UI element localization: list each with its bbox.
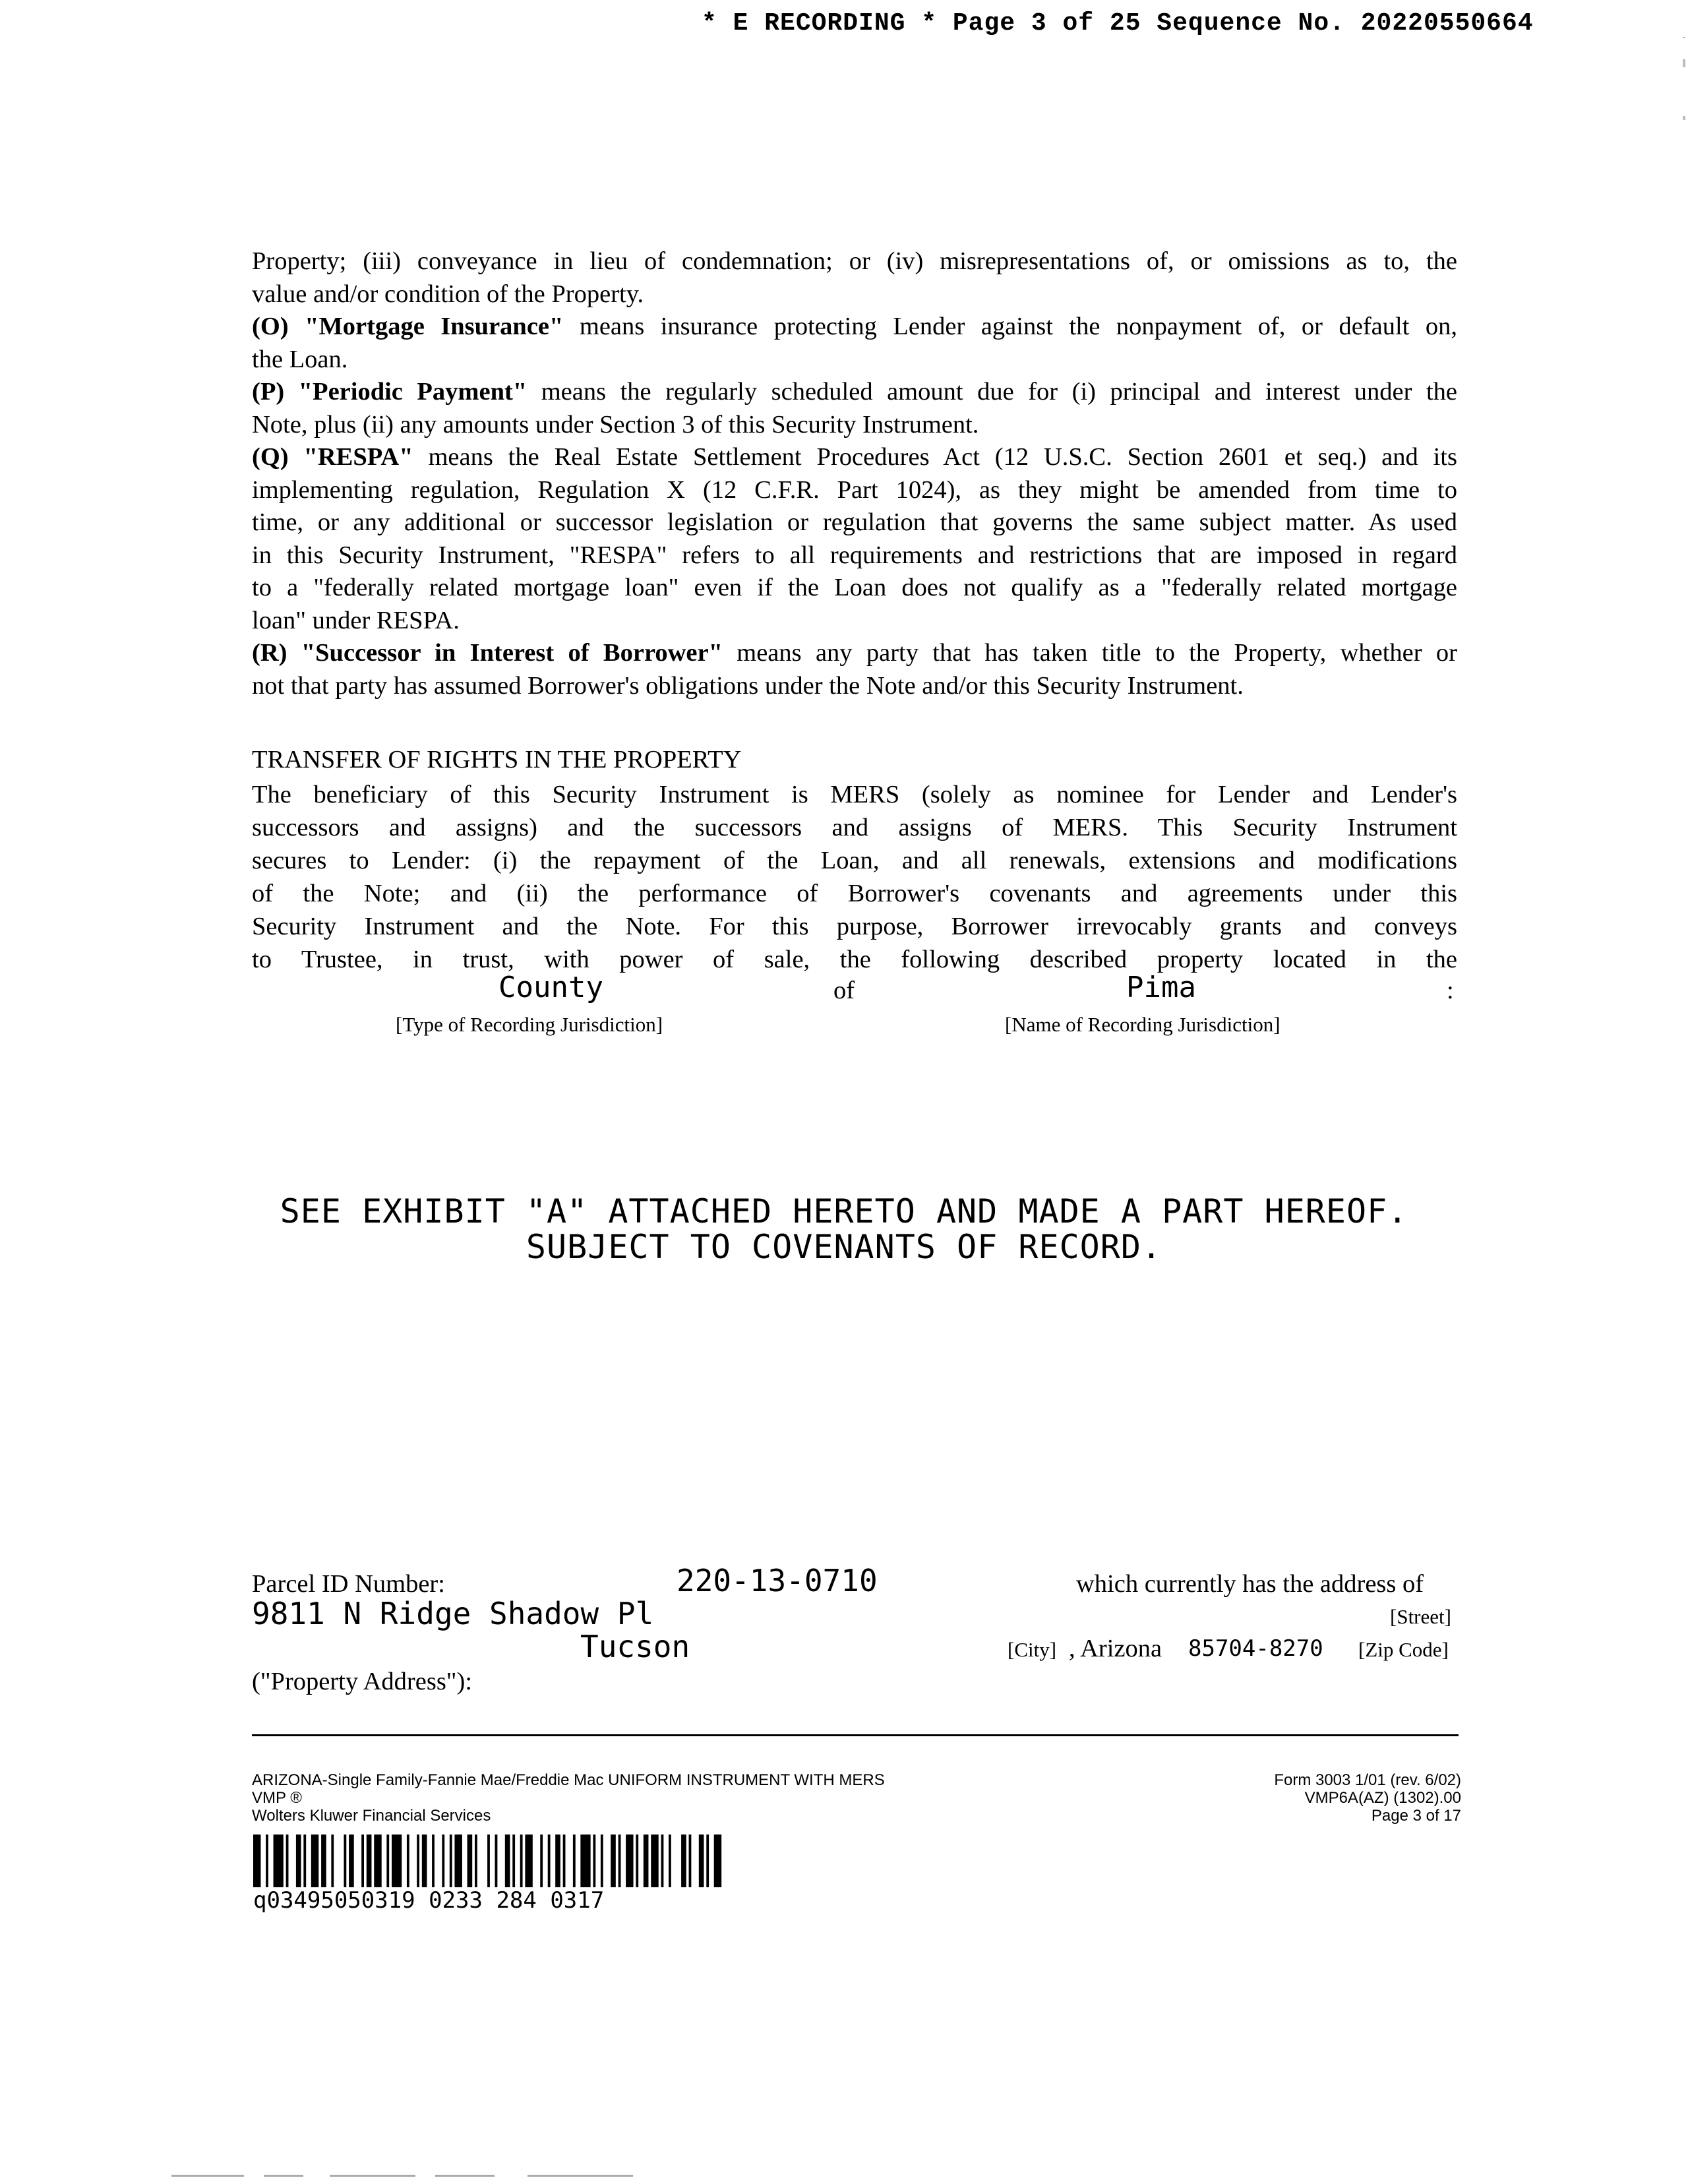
- exhibit-line-2: SUBJECT TO COVENANTS OF RECORD.: [526, 1228, 1162, 1266]
- barcode-bar: [520, 1835, 523, 1887]
- scan-noise-mark: [264, 2175, 303, 2177]
- barcode-bar: [681, 1835, 686, 1887]
- barcode-bar: [374, 1835, 381, 1887]
- definition-o-term: (O) "Mortgage Insurance": [252, 313, 564, 340]
- scan-margin-mark: [1683, 116, 1685, 120]
- barcode-bar: [296, 1835, 301, 1887]
- barcode-bar: [495, 1835, 498, 1887]
- barcode-bar: [512, 1835, 515, 1887]
- barcode-bar: [454, 1835, 462, 1887]
- transfer-line-3: secures to Lender: (i) the repayment of the Loan, and all renewals, extensions and modifications: [252, 847, 1457, 874]
- transfer-line-5: Security Instrument and the Note. For this purpose, Borrower irrevocably grants and conveys: [252, 913, 1457, 940]
- colon-mark: :: [1447, 977, 1454, 1004]
- barcode-bar: [450, 1835, 452, 1887]
- state-value: , Arizona: [1069, 1635, 1162, 1662]
- street-label: [Street]: [1390, 1605, 1451, 1628]
- definition-o-line-2: the Loan.: [252, 345, 348, 373]
- property-address-label: ("Property Address"):: [252, 1668, 473, 1695]
- barcode-bar: [361, 1835, 364, 1887]
- scan-noise-mark: [330, 2175, 415, 2177]
- definition-r: [252, 637, 1457, 670]
- barcode-bar: [540, 1835, 543, 1887]
- barcode-bar: [432, 1835, 435, 1887]
- footer-vmp: VMP ®: [252, 1789, 302, 1807]
- transfer-section-title: TRANSFER OF RIGHTS IN THE PROPERTY: [252, 746, 742, 774]
- definition-q: [252, 441, 1457, 474]
- type-of-jurisdiction-label: [Type of Recording Jurisdiction]: [396, 1013, 663, 1036]
- footer-divider: [252, 1734, 1459, 1736]
- definition-q-line-5: to a "federally related mortgage loan" even if the Loan does not qualify as a "federally related mortgage: [252, 574, 1457, 601]
- barcode-bar: [344, 1835, 346, 1887]
- barcode-bar: [331, 1835, 334, 1887]
- barcode-bar: [618, 1835, 621, 1887]
- scan-margin-mark: [1683, 37, 1685, 38]
- barcode-bar: [442, 1835, 444, 1887]
- footer-form-title: ARIZONA-Single Family-Fannie Mae/Freddie Mac UNIFORM INSTRUMENT WITH MERS: [252, 1771, 885, 1789]
- of-word: of: [833, 977, 855, 1004]
- barcode-bar: [636, 1835, 638, 1887]
- barcode-bar: [699, 1835, 704, 1887]
- definition-o-text: means insurance protecting Lender against the nonpayment of, or default on,: [563, 313, 1457, 340]
- barcode-bar: [386, 1835, 389, 1887]
- footer-vmp-code: VMP6A(AZ) (1302).00: [1304, 1789, 1461, 1807]
- barcode-bar: [651, 1835, 658, 1887]
- definitions-section: [252, 245, 1457, 702]
- footer-page-number: Page 3 of 17: [1371, 1807, 1461, 1825]
- city-value: Tucson: [580, 1629, 690, 1664]
- transfer-line-4: of the Note; and (ii) the performance of Borrower's covenants and agreements under this: [252, 880, 1457, 907]
- intro-line-2: value and/or condition of the Property.: [252, 280, 644, 308]
- definition-q-line-6: loan" under RESPA.: [252, 606, 460, 634]
- exhibit-notice: [0, 1194, 1688, 1265]
- transfer-line-2: successors and assigns) and the successors and assigns of MERS. This Security Instrument: [252, 814, 1457, 841]
- definition-q-term: (Q) "RESPA": [252, 443, 413, 471]
- barcode-bar: [467, 1835, 473, 1887]
- barcode-number: q03495050319 0233 284 0317: [253, 1887, 605, 1914]
- definition-o: [252, 311, 1457, 344]
- street-value: 9811 N Ridge Shadow Pl: [252, 1596, 654, 1631]
- scan-noise-mark: [435, 2175, 495, 2177]
- exhibit-line-1: SEE EXHIBIT "A" ATTACHED HERETO AND MADE A PART HEREOF.: [280, 1192, 1408, 1230]
- barcode-bar: [505, 1835, 510, 1887]
- definition-p: [252, 376, 1457, 409]
- barcode-bar: [706, 1835, 709, 1887]
- definition-q-text: means the Real Estate Settlement Procedures Act (12 U.S.C. Section 2601 et seq.) and its: [413, 443, 1457, 471]
- zip-value: 85704-8270: [1188, 1635, 1323, 1662]
- definition-q-line-4: in this Security Instrument, "RESPA" refers to all requirements and restrictions that are imposed in regard: [252, 541, 1457, 569]
- definition-p-term: (P) "Periodic Payment": [252, 378, 528, 406]
- footer-form-code: Form 3003 1/01 (rev. 6/02): [1274, 1771, 1461, 1789]
- barcode-bar: [548, 1835, 551, 1887]
- jurisdiction-type-value: County: [498, 971, 603, 1004]
- barcode-bar: [422, 1835, 427, 1887]
- scan-noise-mark: [171, 2175, 244, 2177]
- recording-header: * E RECORDING * Page 3 of 25 Sequence No. 20220550664: [702, 9, 1534, 38]
- zip-label: [Zip Code]: [1358, 1638, 1449, 1661]
- parcel-id-label: Parcel ID Number:: [252, 1570, 445, 1598]
- barcode-image: [253, 1835, 724, 1887]
- barcode-bar: [689, 1835, 692, 1887]
- barcode-bar: [563, 1835, 566, 1887]
- barcode-bar: [601, 1835, 603, 1887]
- barcode-bar: [644, 1835, 649, 1887]
- barcode-bar: [321, 1835, 326, 1887]
- barcode-bar: [392, 1835, 402, 1887]
- barcode-bar: [661, 1835, 664, 1887]
- jurisdiction-name-value: Pima: [1126, 971, 1196, 1004]
- definition-p-line-2: Note, plus (ii) any amounts under Section 3 of this Security Instrument.: [252, 410, 979, 439]
- barcode-bar: [303, 1835, 306, 1887]
- definition-q-line-2: implementing regulation, Regulation X (12 C.F.R. Part 1024), as they might be amended from time to: [252, 475, 1457, 504]
- barcode-bar: [253, 1835, 260, 1887]
- barcode-bar: [417, 1835, 419, 1887]
- barcode-bar: [349, 1835, 354, 1887]
- barcode-bar: [573, 1835, 576, 1887]
- city-label: [City]: [1008, 1638, 1057, 1661]
- definition-r-term: (R) "Successor in Interest of Borrower": [252, 639, 723, 667]
- footer-form-number: [1274, 1771, 1461, 1825]
- intro-line-1: Property; (iii) conveyance in lieu of condemnation; or (iv) misrepresentations of, or omissions as to, the: [252, 247, 1457, 275]
- name-of-jurisdiction-label: [Name of Recording Jurisdiction]: [1005, 1013, 1281, 1036]
- barcode-bar: [626, 1835, 633, 1887]
- currently-address-label: which currently has the address of: [1076, 1570, 1424, 1598]
- definition-r-line-2: not that party has assumed Borrower's obligations under the Note and/or this Security Instrument.: [252, 671, 1244, 700]
- footer-form-info: [252, 1771, 885, 1825]
- barcode-bar: [286, 1835, 289, 1887]
- barcode-bar: [367, 1835, 372, 1887]
- scan-margin-mark: [1683, 59, 1685, 67]
- barcode-bar: [274, 1835, 284, 1887]
- definition-r-text: means any party that has taken title to the Property, whether or: [722, 639, 1457, 667]
- barcode-bar: [611, 1835, 616, 1887]
- parcel-id-value: 220-13-0710: [677, 1563, 878, 1598]
- scan-noise-mark: [528, 2175, 633, 2177]
- barcode-bar: [669, 1835, 671, 1887]
- definition-q-line-3: time, or any additional or successor legislation or regulation that governs the same subject matter. As used: [252, 508, 1457, 536]
- transfer-section-body: [252, 778, 1457, 976]
- barcode-bar: [580, 1835, 590, 1887]
- barcode-bar: [714, 1835, 721, 1887]
- barcode-bar: [487, 1835, 490, 1887]
- transfer-line-1: The beneficiary of this Security Instrument is MERS (solely as nominee for Lender and Lender's: [252, 781, 1457, 808]
- barcode-bar: [475, 1835, 477, 1887]
- transfer-line-6: to Trustee, in trust, with power of sale, the following described property located in the: [252, 946, 1457, 973]
- barcode-bar: [555, 1835, 560, 1887]
- barcode-bar: [525, 1835, 532, 1887]
- barcode-bar: [407, 1835, 409, 1887]
- barcode-bar: [311, 1835, 318, 1887]
- barcode-bar: [593, 1835, 595, 1887]
- footer-publisher: Wolters Kluwer Financial Services: [252, 1807, 491, 1825]
- definition-p-text: means the regularly scheduled amount due for (i) principal and interest under the: [527, 378, 1457, 406]
- barcode-bar: [266, 1835, 268, 1887]
